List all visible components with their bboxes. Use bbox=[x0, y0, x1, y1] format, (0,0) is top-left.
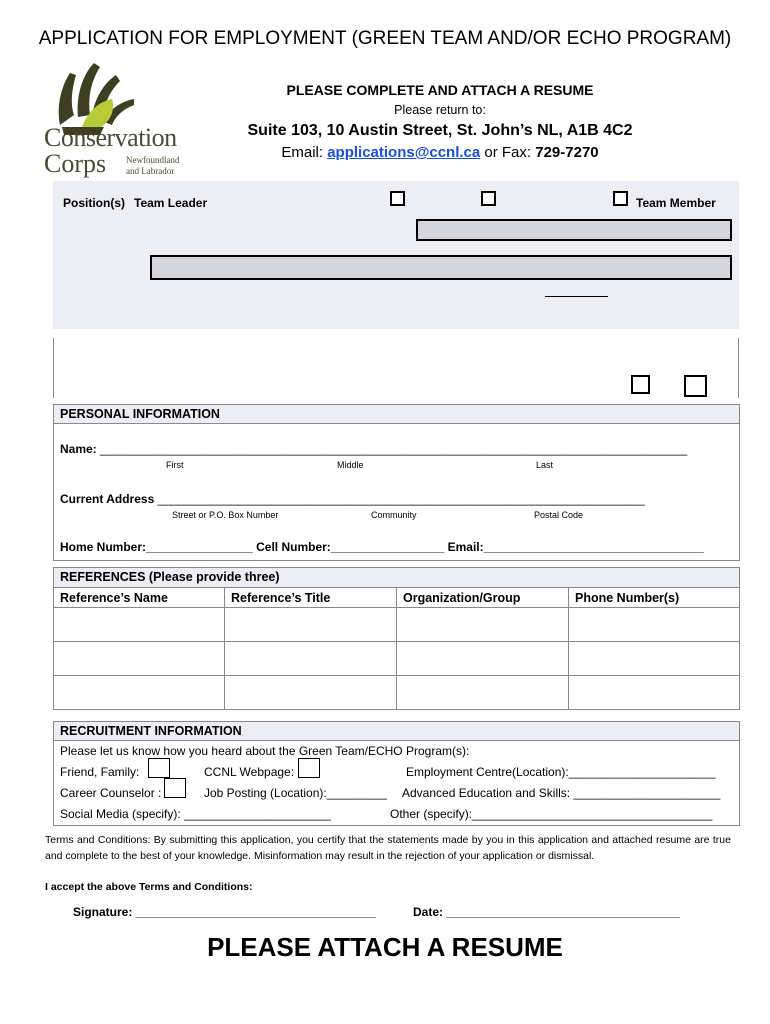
ref-cell[interactable] bbox=[397, 676, 569, 710]
logo-text-corps: Corps bbox=[44, 149, 107, 178]
ref-cell[interactable] bbox=[569, 608, 740, 642]
return-address: Suite 103, 10 Austin Street, St. John’s NL, A1B 4C2 bbox=[247, 122, 633, 139]
blank-checkbox-2[interactable] bbox=[684, 375, 707, 397]
team-leader-label: Team Leader bbox=[134, 196, 208, 210]
advanced-education-field[interactable]: Advanced Education and Skills: ______________________ bbox=[402, 786, 721, 800]
recruitment-prompt: Please let us know how you heard about the Green Team/ECHO Program(s): bbox=[60, 744, 470, 758]
logo-sub-2: and Labrador bbox=[126, 166, 175, 176]
references-table bbox=[53, 587, 740, 710]
ref-col-title: Reference’s Title bbox=[225, 588, 397, 608]
career-counselor-checkbox[interactable] bbox=[164, 778, 186, 798]
fax-prefix: or Fax: bbox=[480, 144, 536, 161]
personal-info-section bbox=[53, 404, 740, 561]
references-heading: REFERENCES (Please provide three) bbox=[60, 570, 280, 584]
email-link[interactable]: applications@ccnl.ca bbox=[327, 144, 481, 161]
position-field-2[interactable] bbox=[150, 255, 732, 280]
ccnl-webpage-label: CCNL Webpage: bbox=[204, 765, 295, 779]
blank-checkbox-1[interactable] bbox=[631, 375, 650, 394]
ref-cell[interactable] bbox=[569, 642, 740, 676]
position-checkbox-1[interactable] bbox=[390, 191, 405, 206]
position-field-1[interactable] bbox=[416, 219, 732, 241]
form-title: APPLICATION FOR EMPLOYMENT (GREEN TEAM AND/OR ECHO PROGRAM) bbox=[38, 28, 732, 49]
conservation-corps-logo bbox=[42, 55, 192, 185]
contact-line bbox=[230, 144, 650, 161]
position-label: Position(s) bbox=[63, 196, 125, 210]
social-media-field[interactable]: Social Media (specify): ______________________ bbox=[60, 807, 331, 821]
address-line: _________________________________________________________________________ bbox=[157, 492, 645, 506]
terms-text: Terms and Conditions: By submitting this application, you certify that the statements made by you in this application and attached resume are true and complete to the best of your knowledge. Misinformation may result in the rejection of your application or dismissal. bbox=[45, 834, 731, 862]
employment-centre-field[interactable]: Employment Centre(Location):______________________ bbox=[406, 765, 716, 779]
accept-terms-label: I accept the above Terms and Conditions: bbox=[45, 881, 253, 893]
logo-text-conservation: Conservation bbox=[44, 123, 177, 152]
name-label: Name: bbox=[60, 442, 101, 456]
ref-cell[interactable] bbox=[397, 608, 569, 642]
job-posting-field[interactable]: Job Posting (Location):_________ bbox=[204, 786, 387, 800]
ref-cell[interactable] bbox=[225, 642, 397, 676]
table-row bbox=[54, 608, 740, 642]
address-field[interactable] bbox=[60, 492, 645, 506]
middle-caption: Middle bbox=[337, 460, 364, 470]
ref-cell[interactable] bbox=[54, 642, 225, 676]
recruitment-heading: RECRUITMENT INFORMATION bbox=[54, 722, 739, 741]
first-caption: First bbox=[166, 460, 184, 470]
name-field[interactable] bbox=[60, 442, 687, 456]
date-field[interactable]: Date: ___________________________________ bbox=[413, 905, 680, 919]
references-header-row bbox=[54, 588, 740, 608]
email-prefix: Email: bbox=[281, 144, 328, 161]
ref-cell[interactable] bbox=[569, 676, 740, 710]
ref-cell[interactable] bbox=[54, 608, 225, 642]
career-counselor-label: Career Counselor : bbox=[60, 786, 162, 800]
street-caption: Street or P.O. Box Number bbox=[172, 510, 279, 520]
ref-cell[interactable] bbox=[54, 676, 225, 710]
return-to-text: Please return to: bbox=[394, 103, 486, 117]
ref-cell[interactable] bbox=[225, 608, 397, 642]
team-member-checkbox[interactable] bbox=[613, 191, 628, 206]
instruction-heading: PLEASE COMPLETE AND ATTACH A RESUME bbox=[286, 82, 594, 98]
team-member-label: Team Member bbox=[636, 196, 716, 210]
signature-field[interactable]: Signature: ____________________________________ bbox=[73, 905, 376, 919]
references-section bbox=[53, 567, 740, 588]
ref-col-name: Reference’s Name bbox=[54, 588, 225, 608]
last-caption: Last bbox=[536, 460, 554, 470]
community-caption: Community bbox=[371, 510, 417, 520]
ref-cell[interactable] bbox=[397, 642, 569, 676]
personal-info-heading: PERSONAL INFORMATION bbox=[54, 405, 739, 424]
table-row bbox=[54, 642, 740, 676]
name-line: ________________________________________________________________________________________ bbox=[100, 442, 688, 456]
attach-resume-heading: PLEASE ATTACH A RESUME bbox=[207, 932, 563, 962]
ref-cell[interactable] bbox=[225, 676, 397, 710]
ref-col-org: Organization/Group bbox=[397, 588, 569, 608]
position-checkbox-2[interactable] bbox=[481, 191, 496, 206]
address-label: Current Address bbox=[60, 492, 158, 506]
logo-sub-1: Newfoundland bbox=[126, 155, 180, 165]
fax-number: 729-7270 bbox=[535, 144, 599, 161]
position-underline bbox=[545, 296, 608, 297]
ccnl-webpage-checkbox[interactable] bbox=[298, 758, 320, 778]
friend-family-checkbox[interactable] bbox=[148, 758, 170, 778]
postal-caption: Postal Code bbox=[534, 510, 584, 520]
phone-email-line[interactable]: Home Number:________________ Cell Number:_________________ Email:_________________________________ bbox=[60, 540, 704, 554]
ref-col-phone: Phone Number(s) bbox=[569, 588, 740, 608]
other-field[interactable]: Other (specify):____________________________________ bbox=[390, 807, 713, 821]
table-row bbox=[54, 676, 740, 710]
friend-family-label: Friend, Family: bbox=[60, 765, 140, 779]
